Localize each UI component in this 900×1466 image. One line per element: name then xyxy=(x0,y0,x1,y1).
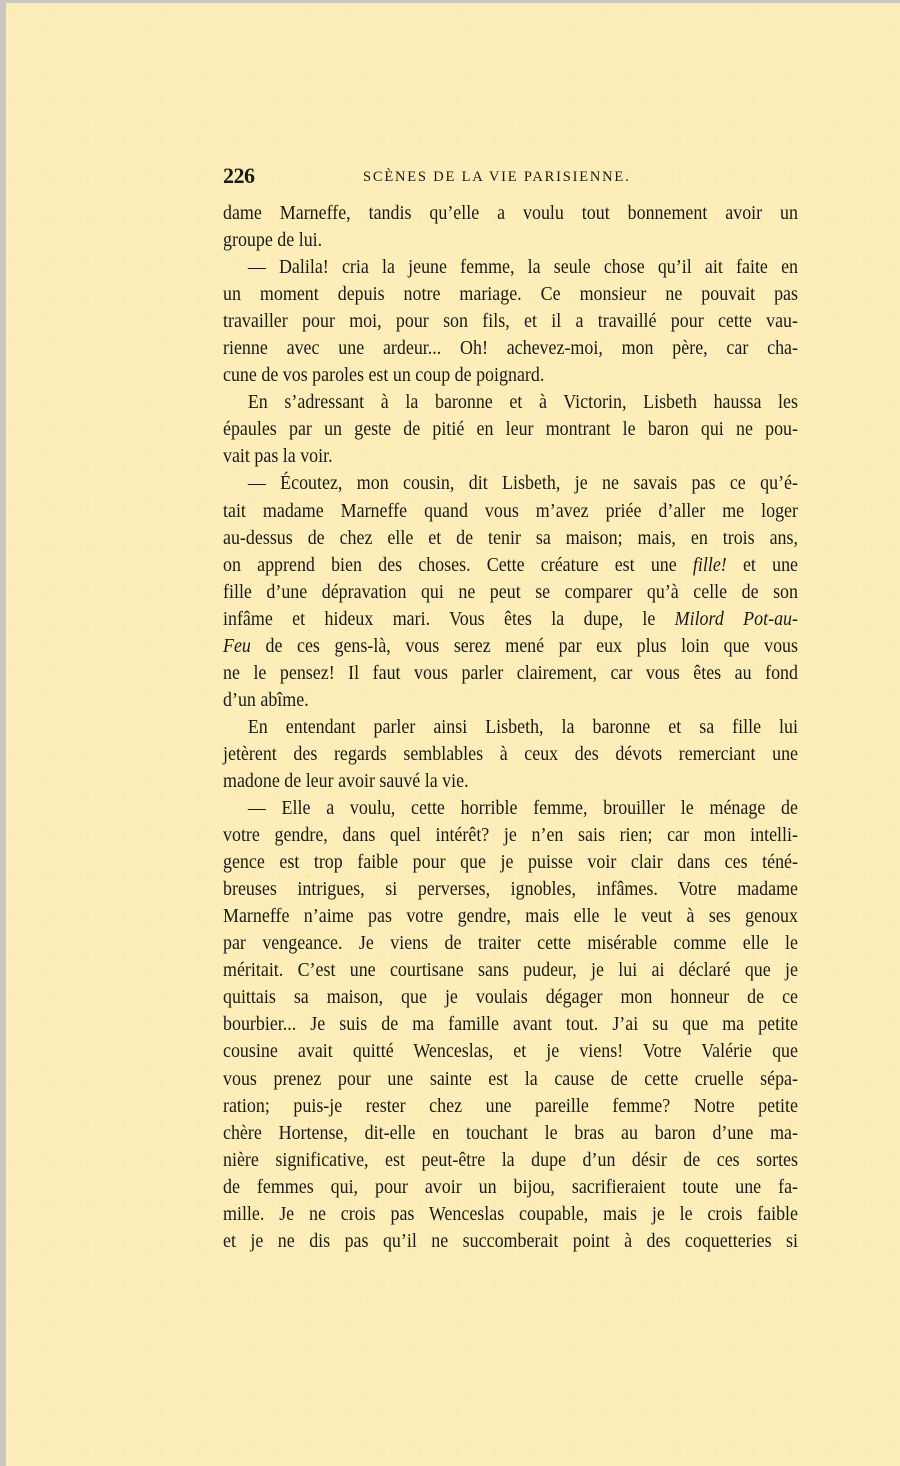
text-line: En s’adressant à la baronne et à Victorin, Lisbeth haussa les xyxy=(247,392,799,414)
text-line: et je ne dis pas qu’il ne succomberait point à des coquetteries si xyxy=(223,1230,798,1252)
text-line: — Écoutez, mon cousin, dit Lisbeth, je ne savais pas ce qu’é- xyxy=(247,473,799,495)
text-line: d’un abîme. xyxy=(223,689,309,711)
text-line: au-dessus de chez elle et de tenir sa maison; mais, en trois ans, xyxy=(223,527,798,549)
body-text xyxy=(223,200,799,1255)
text-line: breuses intrigues, si perverses, ignobles, infâmes. Votre madame xyxy=(223,879,798,901)
running-title: SCÈNES DE LA VIE PARISIENNE. xyxy=(363,169,631,185)
text-line xyxy=(223,606,798,633)
text-line xyxy=(223,633,798,660)
text-line: vous prenez pour une sainte est la cause de cette cruelle sépa- xyxy=(223,1068,798,1090)
italic-text: Feu xyxy=(223,635,251,657)
text-line: ne le pensez! Il faut vous parler clairement, car vous êtes au fond xyxy=(223,662,798,684)
text-line: cousine avait quitté Wenceslas, et je viens! Votre Valérie que xyxy=(223,1041,798,1063)
text-line: nière significative, est peut-être la dupe d’un désir de ces sortes xyxy=(223,1149,798,1171)
text-line: épaules par un geste de pitié en leur montrant le baron qui ne pou- xyxy=(223,419,798,441)
text-line: madone de leur avoir sauvé la vie. xyxy=(223,770,469,792)
text-line: un moment depuis notre mariage. Ce monsieur ne pouvait pas xyxy=(223,284,798,306)
text-line: Marneffe n’aime pas votre gendre, mais elle le veut à ses genoux xyxy=(223,906,798,928)
text-line: votre gendre, dans quel intérêt? je n’en sais rien; car mon intelli- xyxy=(223,825,798,847)
text-line: jetèrent des regards semblables à ceux des dévots remerciant une xyxy=(223,743,798,765)
text-line: ration; puis-je rester chez une pareille femme? Notre petite xyxy=(223,1095,798,1117)
text-segment: on apprend bien des choses. Cette créature est une xyxy=(223,554,693,576)
text-line: méritait. C’est une courtisane sans pudeur, je lui ai déclaré que je xyxy=(223,960,798,982)
text-line xyxy=(223,552,798,579)
text-segment: infâme et hideux mari. Vous êtes la dupe, le xyxy=(223,608,675,630)
italic-text: fille! xyxy=(692,554,727,576)
text-line: travailler pour moi, pour son fils, et il a travaillé pour cette vau- xyxy=(223,311,798,333)
text-line: tait madame Marneffe quand vous m’avez priée d’aller me loger xyxy=(223,500,798,522)
text-segment: et une xyxy=(726,554,798,576)
text-line: bourbier... Je suis de ma famille avant tout. J’ai su que ma petite xyxy=(223,1014,798,1036)
text-line: — Elle a voulu, cette horrible femme, brouiller le ménage de xyxy=(247,798,799,820)
text-line: de femmes qui, pour avoir un bijou, sacrifieraient toute une fa- xyxy=(223,1176,798,1198)
text-line: cune de vos paroles est un coup de poignard. xyxy=(223,365,545,387)
text-line: gence est trop faible pour que je puisse voir clair dans ces téné- xyxy=(223,852,798,874)
text-line: par vengeance. Je viens de traiter cette misérable comme elle le xyxy=(223,933,798,955)
text-line: fille d’une dépravation qui ne peut se comparer qu’à celle de son xyxy=(223,581,798,603)
italic-text: Milord Pot-au- xyxy=(674,608,798,630)
book-page xyxy=(6,3,900,1466)
page-number: 226 xyxy=(223,163,255,188)
running-head xyxy=(223,163,798,191)
text-line: rienne avec une ardeur... Oh! achevez-moi, mon père, car cha- xyxy=(223,338,798,360)
text-line: En entendant parler ainsi Lisbeth, la baronne et sa fille lui xyxy=(247,716,799,738)
text-line: dame Marneffe, tandis qu’elle a voulu tout bonnement avoir un xyxy=(223,203,798,224)
text-line: chère Hortense, dit-elle en touchant le bras au baron d’une ma- xyxy=(223,1122,798,1144)
text-line: vait pas la voir. xyxy=(223,446,333,468)
text-segment: de ces gens-là, vous serez mené par eux plus loin que vous xyxy=(250,635,799,657)
text-line: — Dalila! cria la jeune femme, la seule chose qu’il ait faite en xyxy=(247,257,799,279)
text-line: groupe de lui. xyxy=(223,230,323,252)
text-line: quittais sa maison, que je voulais dégager mon honneur de ce xyxy=(223,987,798,1009)
text-line: mille. Je ne crois pas Wenceslas coupable, mais je le crois faible xyxy=(223,1203,798,1225)
